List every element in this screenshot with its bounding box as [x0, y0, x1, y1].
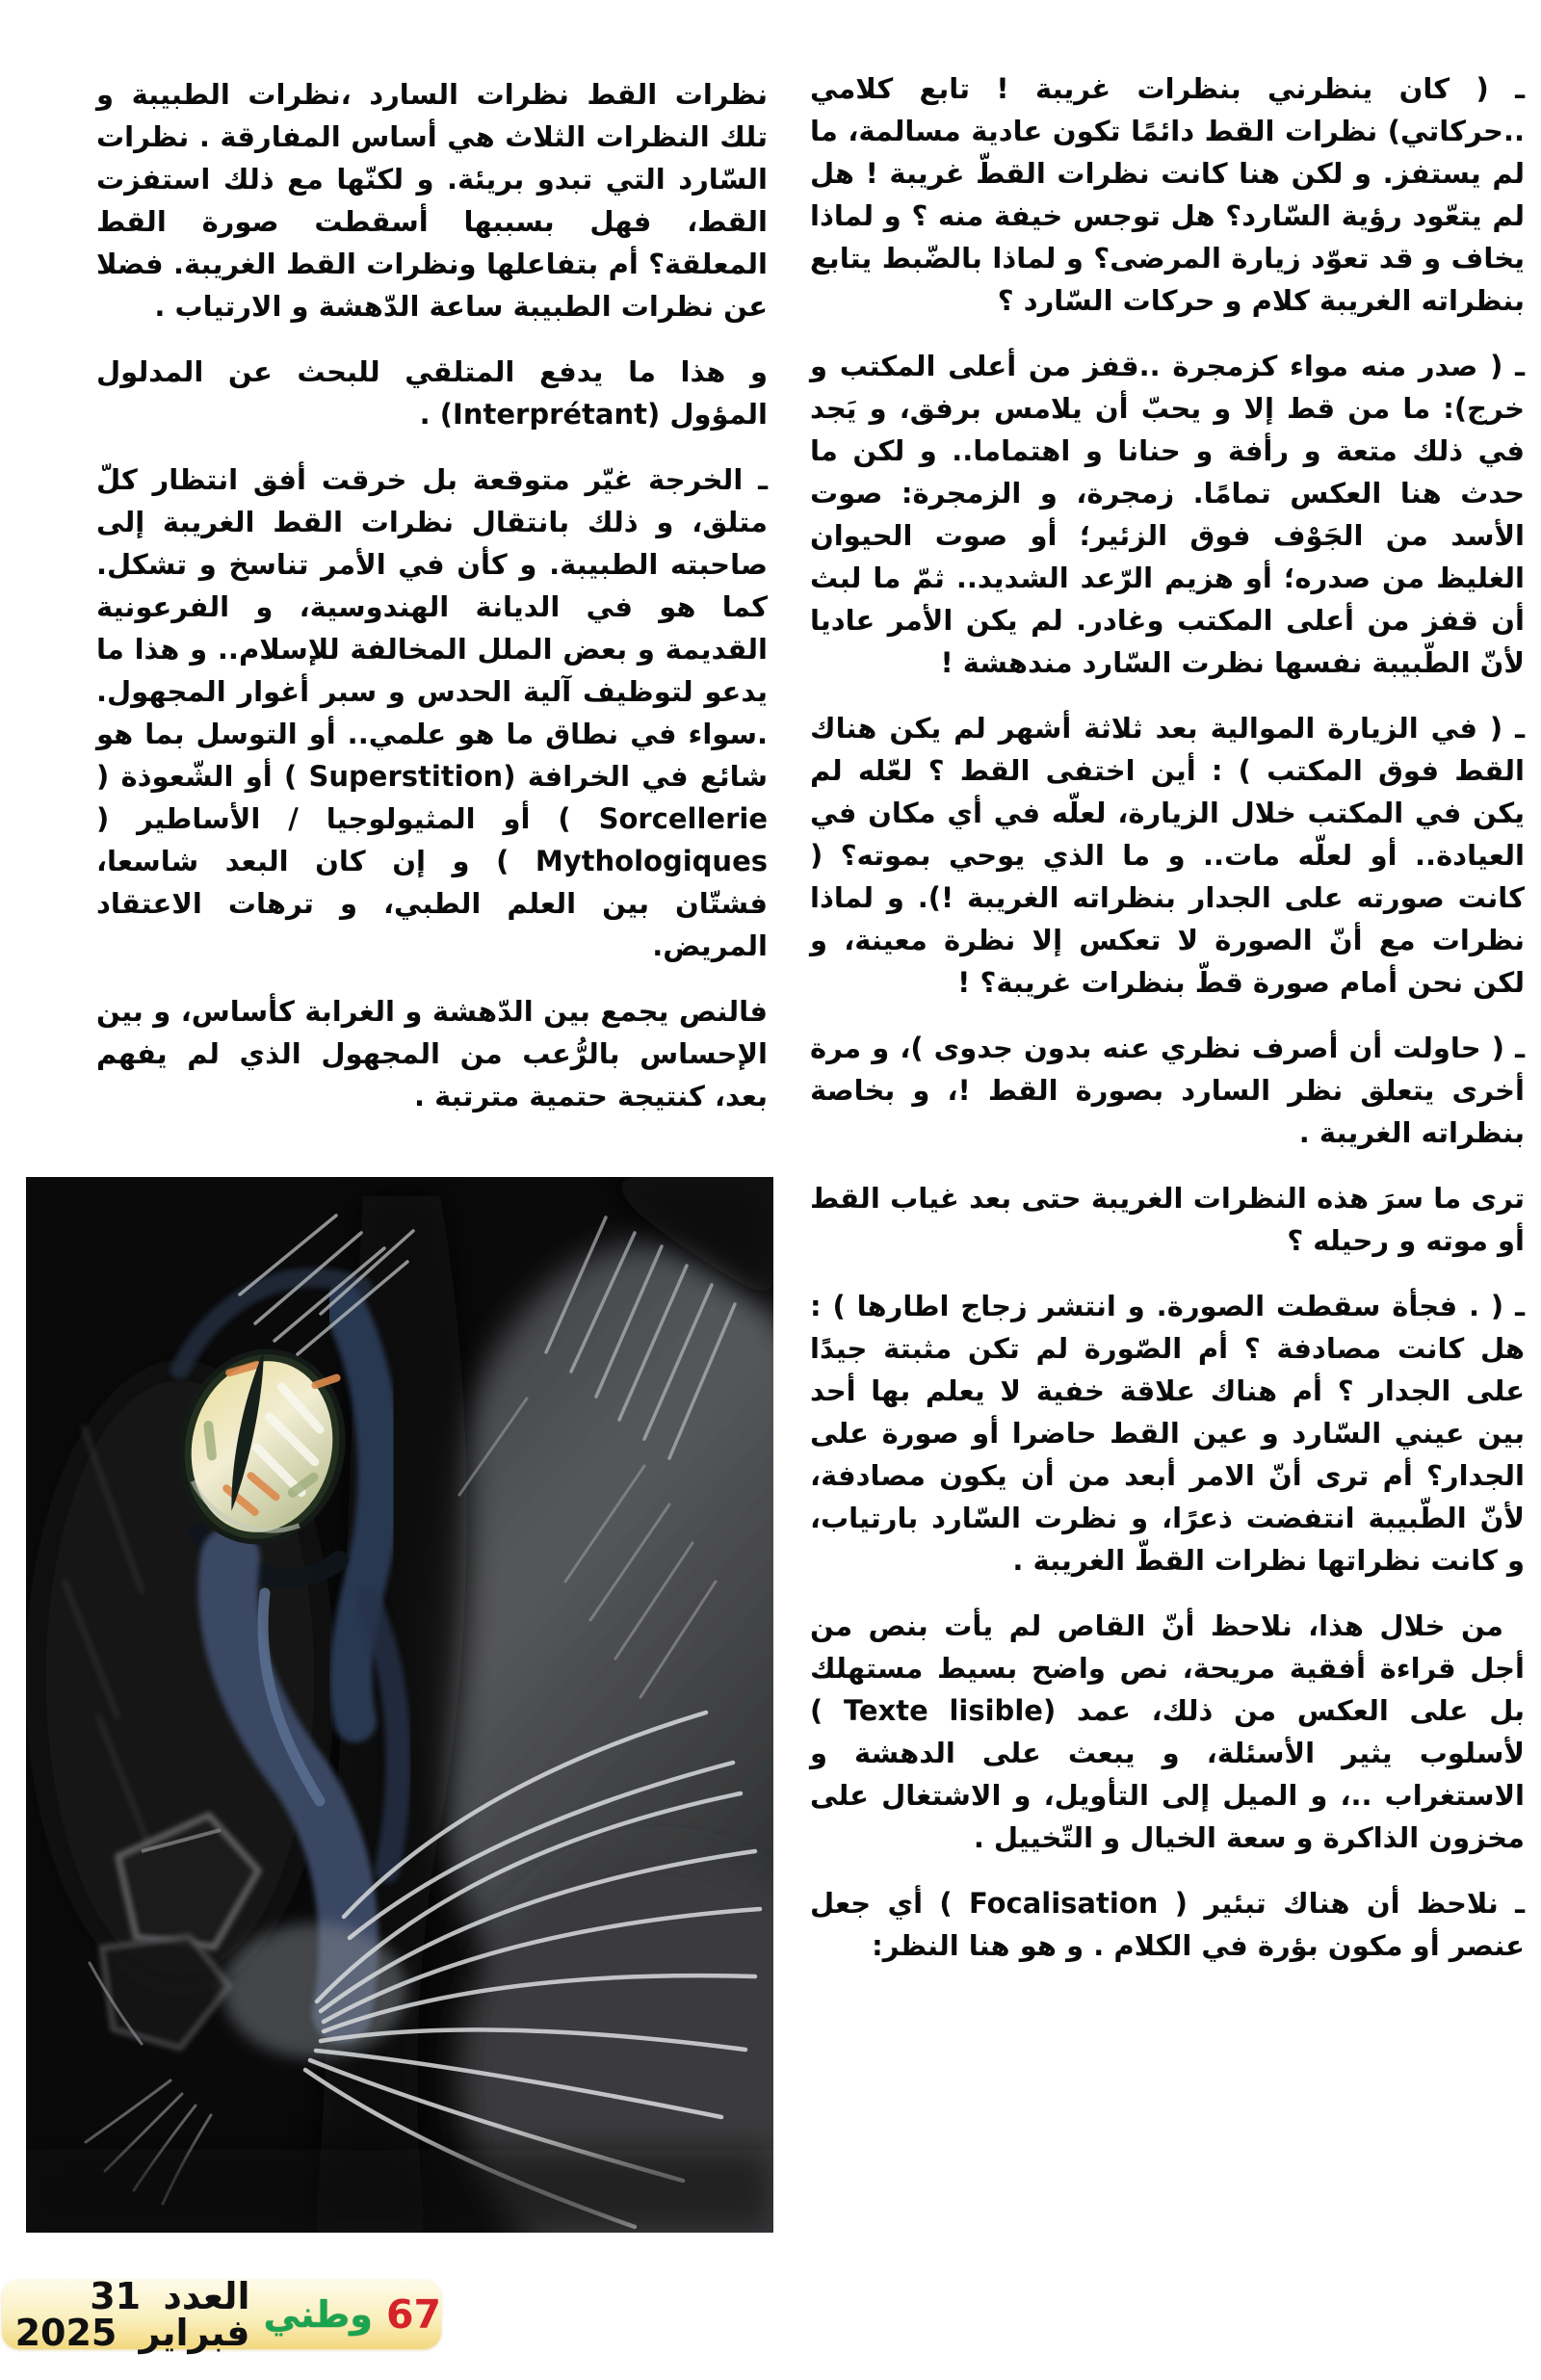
paragraph-right-3: ـ ( في الزيارة الموالية بعد ثلاثة أشهر لم يكن هناك القط فوق المكتب ) : أين اختفى القط ؟ لعّله لم يكن في المكتب خلال الزيارة، لعلّه في أي مكان في العيادة.. أو لعلّه مات.. و ما الذي يوحي بموته؟ ( كانت صورته على الجدار بنظراته الغريبة !). و لماذا نظرات مع أنّ الصورة لا تعكس إلا نظرة معينة، و لكن نحن أمام صورة قطّ بنظرات غريبة؟ ! — [810, 712, 1525, 999]
paragraph-right-1: ـ ( كان ينظرني بنظرات غريبة ! تابع كلامي ..حركاتي) نظرات القط دائمًا تكون عادية مسالمة، ما لم يستفز. و لكن هنا كانت نظرات القطّ غريبة ! هل لم يتعّود رؤية السّارد؟ هل توجس خيفة منه ؟ و لماذا يخاف و قد تعوّد زيارة المرضى؟ و لماذا بالضّبط يتابع بنظراته الغريبة كلام و حركات السّارد ؟ — [810, 72, 1525, 317]
paragraph-left-1: نظرات القط نظرات السارد ،نظرات الطبيبة و تلك النظرات الثلاث هي أساس المفارقة . نظرات السّارد التي تبدو بريئة. و لكنّها مع ذلك استفزت القط، فهل بسببها أسقطت صورة القط المعلقة؟ أم بتفاعلها ونظرات القط الغريبة. فضلا عن نظرات الطبيبة ساعة الدّهشة و الارتياب . — [96, 78, 768, 323]
column-right — [810, 67, 1525, 1990]
footer-issue-pill — [2, 2275, 441, 2354]
issue-date: العدد 31 فبراير 2025 — [14, 2275, 250, 2354]
magazine-name: وطني — [263, 2293, 373, 2336]
paragraph-right-4: ـ ( حاولت أن أصرف نظري عنه بدون جدوى )، و مرة أخرى يتعلق نظر السارد بصورة القط !، و بخاصة بنظراته الغريبة . — [810, 1032, 1525, 1149]
paragraph-right-5: ترى ما سرَ هذه النظرات الغريبة حتى بعد غياب القط أو موته و رحيله ؟ — [810, 1182, 1525, 1257]
column-left — [96, 73, 768, 1140]
paragraph-right-8: ـ نلاحظ أن هناك تبئير ( Focalisation ) أي جعل عنصر أو مكون بؤرة في الكلام . و هو هنا النظر: — [810, 1887, 1526, 1962]
cat-eye-painting — [26, 1177, 773, 2233]
paragraph-right-2: ـ ( صدر منه مواء كزمجرة ..قفز من أعلى المكتب و خرج): ما من قط إلا و يحبّ أن يلامس برفق، و يَجد في ذلك متعة و رأفة و حنانا و اهتماما.. و لكن ما حدث هنا العكس تمامًا. زمجرة، و الزمجرة: صوت الأسد من الجَوْف فوق الزئير؛ أو صوت الحيوان الغليظ من صدره؛ أو هزيم الرّعد الشديد.. ثمّ ما لبث أن قفز من أعلى المكتب وغادر. لم يكن الأمر عاديا لأنّ الطّبيبة نفسها نظرت السّارد مندهشة ! — [810, 350, 1525, 679]
paragraph-left-3: ـ الخرجة غيّر متوقعة بل خرقت أفق انتظار كلّ متلق، و ذلك بانتقال نظرات القط الغريبة إلى صاحبته الطبيبة. و كأن في الأمر تناسخ و تشكل. كما هو في الديانة الهندوسية، و الفرعونية القديمة و بعض الملل المخالفة للإسلام.. و هذا ما يدعو لتوظيف آلية الحدس و سبر أغوار المجهول. .سواء في نطاق ما هو علمي.. أو التوسل بما هو شائع في الخرافة (Superstition ) أو الشّعوذة ( Sorcellerie ) أو المثيولوجيا / الأساطير ( Mythologiques ) و إن كان البعد شاسعا، فشتّان بين العلم الطبي، و ترهات الاعتقاد المريض. — [96, 463, 768, 962]
page-number: 67 — [385, 2290, 441, 2338]
paragraph-left-2: و هذا ما يدفع المتلقي للبحث عن المدلول المؤول (Interprétant) . — [96, 355, 768, 431]
paragraph-right-6: ـ ( . فجأة سقطت الصورة. و انتشر زجاج اطارها ) : هل كانت مصادفة ؟ أم الصّورة لم تكن مثبتة جيدًا على الجدار ؟ أم هناك علاقة خفية لا يعلم بها أحد بين عيني السّارد و عين القط حاضرا أو صورة على الجدار؟ أم ترى أنّ الامر أبعد من أن يكون مصادفة، لأنّ الطّبيبة انتفضت ذعرًا، و نظرت السّارد بارتياب، و كانت نظراتها نظرات القطّ الغريبة . — [810, 1290, 1525, 1577]
paragraph-right-7: من خلال هذا، نلاحظ أنّ القاص لم يأت بنص من أجل قراءة أفقية مريحة، نص واضح بسيط مستهلك بل على العكس من ذلك، عمد (Texte lisible ) لأسلوب يثير الأسئلة، و يبعث على الدهشة و الاستغراب ..، و الميل إلى التأويل، و الاشتغال على مخزون الذاكرة و سعة الخيال و التّخييل . — [810, 1609, 1525, 1854]
cat-eye-painting-canvas — [26, 1177, 773, 2233]
paragraph-left-4: فالنص يجمع بين الدّهشة و الغرابة كأساس، و بين الإحساس بالرُّعب من المجهول الذي لم يفهم بعد، كنتيجة حتمية مترتبة . — [96, 995, 768, 1112]
